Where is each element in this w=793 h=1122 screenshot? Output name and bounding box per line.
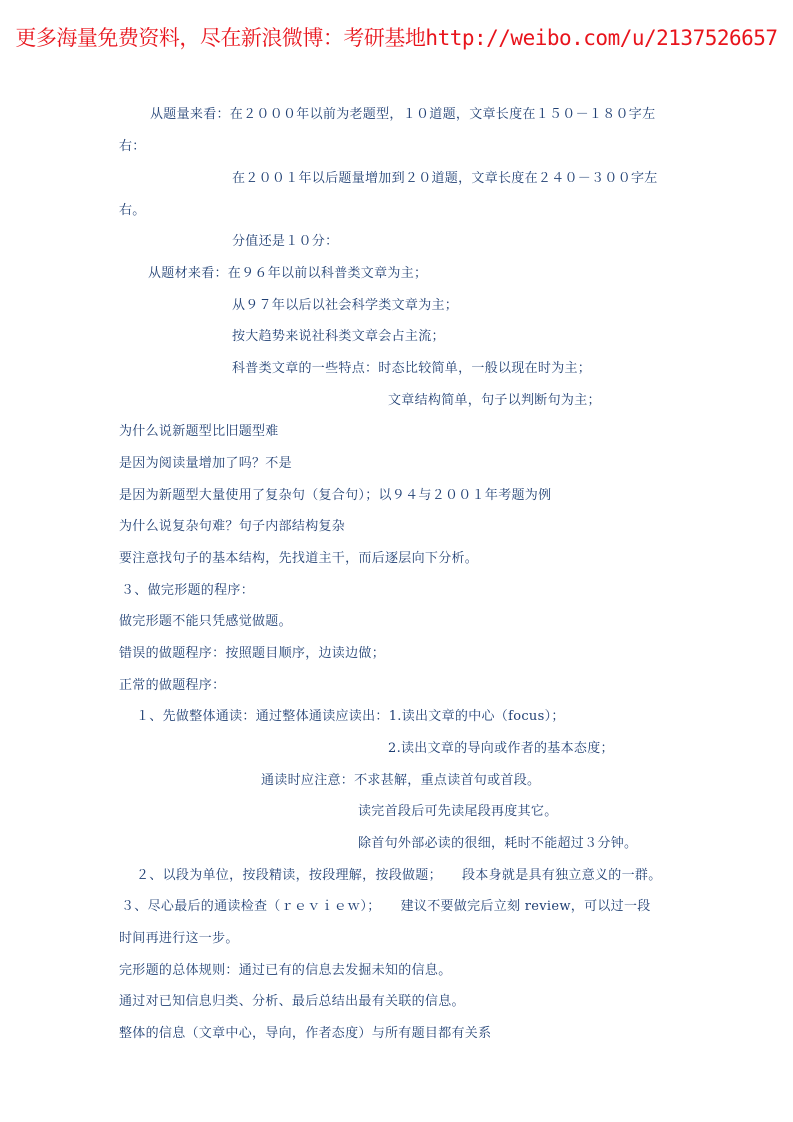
list-item: ２、以段为单位，按段精读，按段理解，按段做题； 段本身就是具有独立意义的一群。 (136, 868, 662, 883)
paragraph-line: 通过对已知信息归类、分析、最后总结出最有关联的信息。 (119, 994, 465, 1009)
promo-banner: 更多海量免费资料，尽在新浪微博：考研基地http://weibo.com/u/2137526657 (15, 26, 778, 50)
paragraph-line: 要注意找句子的基本结构，先找道主干，而后逐层向下分析。 (119, 551, 479, 566)
list-item: ３、尽心最后的通读检查（ｒｅｖｉｅｗ）； 建议不要做完后立刻 review，可以过一段 (121, 899, 651, 914)
paragraph-line: 整体的信息（文章中心，导向，作者态度）与所有题目都有关系 (119, 1026, 492, 1041)
paragraph-line: 文章结构简单，句子以判断句为主； (388, 393, 601, 408)
list-item: 2.读出文章的导向或作者的基本态度； (388, 741, 614, 756)
paragraph-line: 右。 (119, 203, 146, 218)
paragraph-line: 是因为新题型大量使用了复杂句（复合句）；以９４与２００１年考题为例 (119, 488, 552, 503)
paragraph-line: 时间再进行这一步。 (119, 931, 239, 946)
paragraph-line: 除首句外部必读的很细，耗时不能超过３分钟。 (358, 836, 638, 851)
paragraph-line: 科普类文章的一些特点：时态比较简单，一般以现在时为主； (232, 361, 592, 376)
paragraph-line: 右： (119, 139, 146, 154)
list-item: １、先做整体通读：通过整体通读应读出：1.读出文章的中心（focus）； (136, 709, 565, 724)
paragraph-line: 通读时应注意：不求甚解，重点读首句或首段。 (261, 773, 541, 788)
paragraph-line: 正常的做题程序： (119, 678, 226, 693)
paragraph-line: 按大趋势来说社科类文章会占主流； (232, 329, 445, 344)
paragraph-line: 读完首段后可先读尾段再度其它。 (358, 804, 558, 819)
paragraph-line: 完形题的总体规则：通过已有的信息去发掘未知的信息。 (119, 963, 452, 978)
paragraph-line: 分值还是１０分： (232, 234, 339, 249)
paragraph-line: 为什么说新题型比旧题型难 (119, 424, 279, 439)
paragraph-line: 在２００１年以后题量增加到２０道题，文章长度在２４０－３００字左 (232, 171, 658, 186)
paragraph-line: 从９７年以后以社会科学类文章为主； (232, 298, 459, 313)
paragraph-line: 从题量来看：在２０００年以前为老题型，１０道题，文章长度在１５０－１８０字左 (150, 107, 656, 122)
paragraph-line: 为什么说复杂句难？句子内部结构复杂 (119, 519, 346, 534)
paragraph-line: 从题材来看：在９６年以前以科普类文章为主； (148, 266, 428, 281)
section-heading: ３、做完形题的程序： (121, 583, 255, 598)
paragraph-line: 错误的做题程序：按照题目顺序，边读边做； (119, 646, 386, 661)
paragraph-line: 是因为阅读量增加了吗？不是 (119, 456, 292, 471)
paragraph-line: 做完形题不能只凭感觉做题。 (119, 614, 292, 629)
